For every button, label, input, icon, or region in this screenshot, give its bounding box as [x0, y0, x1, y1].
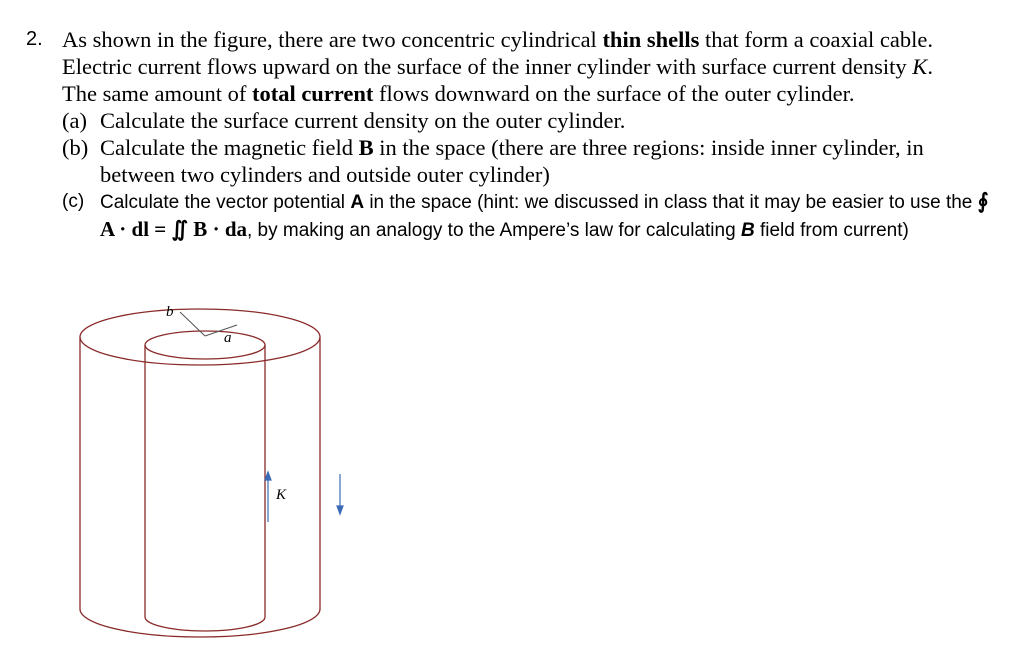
symbol-K: K [912, 54, 928, 79]
part-b: (b) Calculate the magnetic field B in the space (there are three regions: inside inner cylinder, in between two cylinders and outside outer cylinder) [62, 135, 924, 187]
inner-bottom-arc [145, 617, 265, 631]
coaxial-cylinder-figure [70, 302, 350, 647]
problem-2 [26, 26, 989, 244]
part-a-text: Calculate the surface current density on the outer cylinder. [100, 108, 626, 133]
bold-B: B [358, 135, 374, 160]
part-c: (c) Calculate the vector potential A in the space (hint: we discussed in class that it may be easier to use the ∮ A · dl = ∬ B · da, by making an analogy to the Ampere’s law for calculating B field from current) [62, 189, 989, 241]
equation-line-surface-integral: ∮ A · dl = ∬ B · da [100, 189, 989, 241]
label-K: K [276, 487, 287, 503]
part-a-label: (a) [62, 108, 87, 133]
bold-total-current: total current [251, 81, 374, 106]
down-arrow-head [337, 506, 343, 514]
bold-italic-B: B [740, 220, 755, 241]
part-c-label: (c) [62, 191, 85, 212]
part-b-label: (b) [62, 135, 89, 160]
outer-top-ellipse [80, 309, 320, 365]
label-a: a [224, 330, 232, 346]
bold-thin-shells: thin shells [602, 27, 700, 52]
inner-top-ellipse [145, 331, 265, 359]
outer-bottom-arc [80, 609, 320, 637]
problem-stem: As shown in the figure, there are two concentric cylindrical thin shells that form a coaxial cable. Electric current flows upward on the surface of the inner cylinder with surface current density K. The same amount of total current flows downward on the surface of the outer cylinder. [62, 27, 933, 106]
label-b: b [166, 304, 174, 320]
up-arrow-head [265, 472, 271, 480]
cylinders-drawing [70, 302, 350, 647]
bold-A: A [350, 192, 365, 213]
part-a [62, 107, 1000, 134]
parts-list [62, 107, 989, 244]
problem-number: 2. [26, 28, 43, 50]
